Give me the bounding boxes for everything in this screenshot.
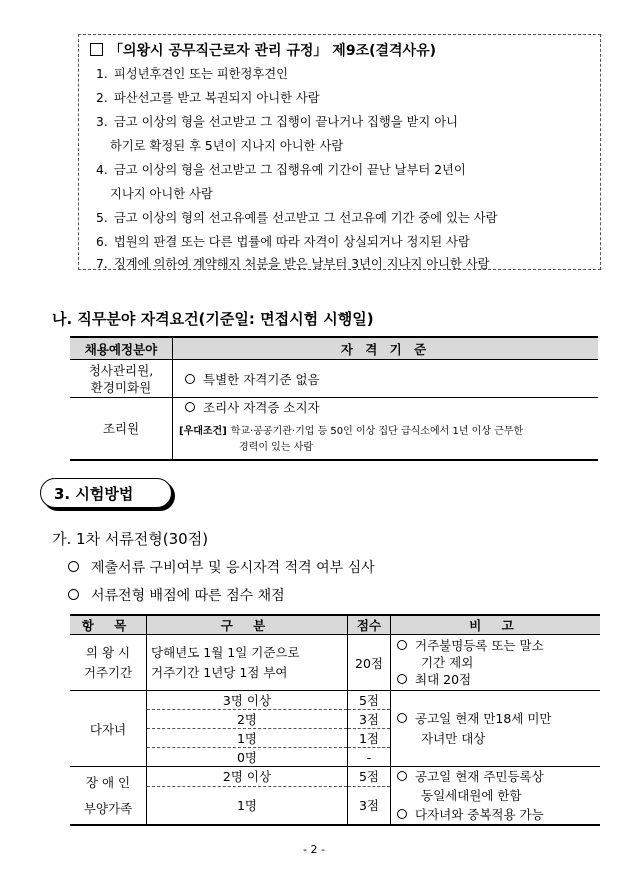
circle-bullet-icon xyxy=(397,674,407,684)
section-heading-exam-method: 3. 시험방법 xyxy=(54,485,134,503)
regulation-item: 2. 파산선고를 받고 복권되지 아니한 사람 xyxy=(96,91,320,105)
table-header: 구 분 xyxy=(147,615,348,635)
table-cell-score: 5점 xyxy=(348,767,391,787)
circle-bullet-icon xyxy=(397,809,407,819)
table-cell-note: 공고일 현재 만18세 미만 자녀만 대상 xyxy=(391,691,601,767)
table-cell-desc: 1명 xyxy=(147,786,348,825)
regulation-item: 3. 금고 이상의 형을 선고받고 그 집행이 끝나거나 집행을 받지 아니 xyxy=(96,115,458,129)
table-cell-note: 거주불명등록 또는 말소 기간 제외 최대 20점 xyxy=(391,635,601,691)
regulation-item: 4. 금고 이상의 형을 선고받고 그 집행유예 기간이 끝난 날부터 2년이 xyxy=(96,163,466,177)
checkbox-icon xyxy=(90,43,103,56)
table-header: 점수 xyxy=(348,615,391,635)
table-cell-desc: 2명 이상 xyxy=(147,767,348,787)
subsection-heading-document-screening: 가. 1차 서류전형(30점) xyxy=(52,530,209,548)
regulation-item-continuation: 지나지 아니한 사람 xyxy=(110,187,213,201)
table-cell-score: 3점 xyxy=(348,710,391,729)
circle-bullet-icon xyxy=(397,713,407,723)
table-cell-criteria: 특별한 자격기준 없음 xyxy=(173,360,599,398)
circle-bullet-icon xyxy=(68,589,79,600)
regulation-item: 7. 징계에 의하여 계약해지 처분을 받은 날부터 3년이 지나지 아니한 사람 xyxy=(96,257,490,271)
table-cell-item: 다자녀 xyxy=(70,691,147,767)
table-cell-field: 조리원 xyxy=(70,398,173,460)
preference-tag: [우대조건] xyxy=(179,426,227,438)
preference-text: 경력이 있는 사람 xyxy=(239,442,313,454)
table-cell-item: 장 애 인 부양가족 xyxy=(70,767,147,826)
table-cell-desc: 0명 xyxy=(147,748,348,767)
table-cell-score: 1점 xyxy=(348,729,391,748)
table-cell-score: 3점 xyxy=(348,786,391,825)
table-header: 비 고 xyxy=(391,615,601,635)
table-cell-desc: 3명 이상 xyxy=(147,691,348,710)
regulation-item: 6. 법원의 판결 또는 다른 법률에 따라 자격이 상실되거나 정지된 사람 xyxy=(96,235,470,249)
table-header: 자 격 기 준 xyxy=(173,337,599,360)
table-cell-field: 청사관리원, 환경미화원 xyxy=(70,360,173,398)
bullet-item: 제출서류 구비여부 및 응시자격 적격 여부 심사 xyxy=(68,557,375,577)
table-cell-score: - xyxy=(348,748,391,767)
score-table xyxy=(70,614,600,826)
qualification-table xyxy=(70,336,598,461)
circle-bullet-icon xyxy=(68,561,79,572)
circle-bullet-icon xyxy=(185,374,195,384)
table-cell-desc: 2명 xyxy=(147,710,348,729)
regulation-item-continuation: 하기로 확정된 후 5년이 지나지 아니한 사람 xyxy=(110,139,344,153)
section-heading-qualification: 나. 직무분야 자격요건(기준일: 면접시험 시행일) xyxy=(52,310,374,328)
table-header: 항 목 xyxy=(70,615,147,635)
table-cell-score: 20점 xyxy=(348,635,391,691)
table-cell-desc: 1명 xyxy=(147,729,348,748)
circle-bullet-icon xyxy=(397,771,407,781)
table-header: 채용예정분야 xyxy=(70,337,173,360)
preference-text: 학교·공공기관·기업 등 50인 이상 집단 급식소에서 1년 이상 근무한 xyxy=(230,426,524,438)
table-cell-desc: 당해년도 1월 1일 기준으로 거주기간 1년당 1점 부여 xyxy=(147,635,348,691)
regulation-item: 1. 피성년후견인 또는 피한정후견인 xyxy=(96,67,289,81)
table-cell-item: 의 왕 시 거주기간 xyxy=(70,635,147,691)
table-cell-note: 공고일 현재 주민등록상 동일세대원에 한함 다자녀와 중복적용 가능 xyxy=(391,767,601,826)
regulation-title: 「의왕시 공무직근로자 관리 규정」 제9조(결격사유) xyxy=(90,40,436,60)
circle-bullet-icon xyxy=(185,402,195,412)
page-number: - 2 - xyxy=(303,843,325,856)
circle-bullet-icon xyxy=(397,640,407,650)
table-cell-criteria: 조리사 자격증 소지자 [우대조건] 학교·공공기관·기업 등 50인 이상 집단 급식소에서 1년 이상 근무한 경력이 있는 사람 xyxy=(173,398,599,460)
table-cell-score: 5점 xyxy=(348,691,391,710)
regulation-item: 5. 금고 이상의 형의 선고유예를 선고받고 그 선고유예 기간 중에 있는 사람 xyxy=(96,211,498,225)
bullet-item: 서류전형 배점에 따른 점수 채점 xyxy=(68,585,285,605)
